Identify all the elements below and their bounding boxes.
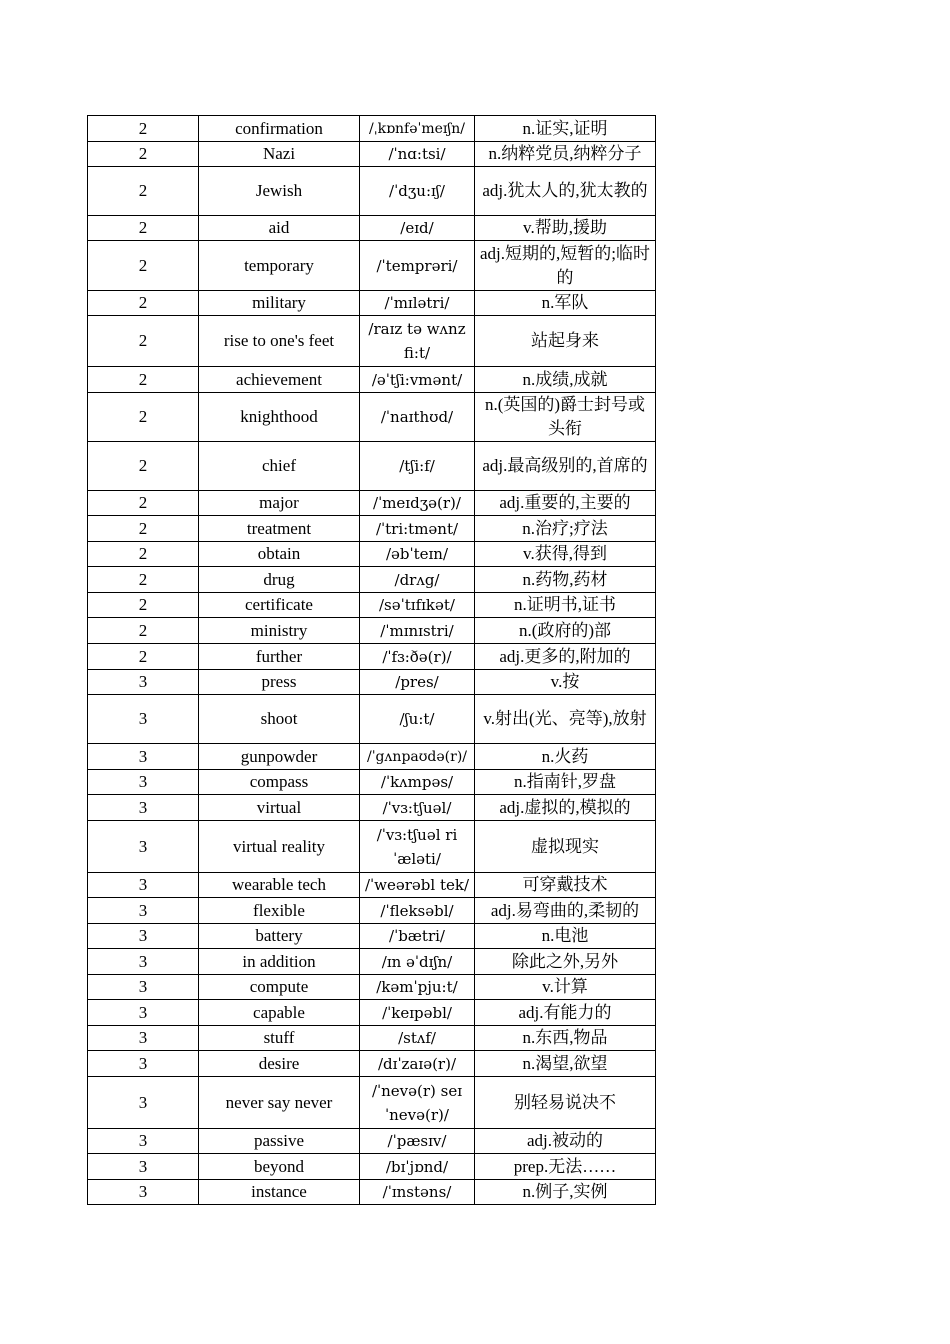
- table-row: [88, 393, 656, 442]
- table-row: [88, 975, 656, 1000]
- meaning-cell: adj.最高级别的,首席的: [475, 442, 656, 491]
- unit-cell: 3: [88, 770, 199, 795]
- word-cell: capable: [199, 1000, 360, 1026]
- meaning-cell: n.电池: [475, 924, 656, 949]
- unit-cell: 2: [88, 241, 199, 291]
- meaning-cell: adj.易弯曲的,柔韧的: [475, 898, 656, 924]
- meaning-cell: 除此之外,另外: [475, 949, 656, 975]
- unit-cell: 2: [88, 644, 199, 670]
- meaning-cell: adj.重要的,主要的: [475, 491, 656, 516]
- unit-cell: 2: [88, 567, 199, 593]
- word-cell: further: [199, 644, 360, 670]
- unit-cell: 3: [88, 949, 199, 975]
- word-cell: rise to one's feet: [199, 316, 360, 367]
- meaning-cell: n.证实,证明: [475, 116, 656, 142]
- unit-cell: 2: [88, 618, 199, 644]
- table-row: [88, 695, 656, 744]
- word-cell: Jewish: [199, 167, 360, 216]
- phonetic-cell: /ɪn əˈdɪʃn/: [360, 949, 475, 975]
- phonetic-cell: /eɪd/: [360, 216, 475, 241]
- table-row: [88, 618, 656, 644]
- table-row: [88, 873, 656, 898]
- table-row: [88, 593, 656, 618]
- phonetic-cell: /bɪˈjɒnd/: [360, 1154, 475, 1180]
- meaning-cell: n.纳粹党员,纳粹分子: [475, 142, 656, 167]
- table-row: [88, 567, 656, 593]
- phonetic-cell: /dɪˈzaɪə(r)/: [360, 1051, 475, 1077]
- meaning-cell: n.成绩,成就: [475, 367, 656, 393]
- phonetic-cell: /ˈpæsɪv/: [360, 1129, 475, 1154]
- unit-cell: 2: [88, 393, 199, 442]
- meaning-cell: n.指南针,罗盘: [475, 770, 656, 795]
- unit-cell: 2: [88, 491, 199, 516]
- phonetic-cell: /ˈnɑ:tsi/: [360, 142, 475, 167]
- meaning-cell: 别轻易说决不: [475, 1077, 656, 1129]
- meaning-cell: adj.有能力的: [475, 1000, 656, 1026]
- word-cell: battery: [199, 924, 360, 949]
- unit-cell: 2: [88, 116, 199, 142]
- unit-cell: 3: [88, 695, 199, 744]
- phonetic-cell: /ˈnaɪthʊd/: [360, 393, 475, 442]
- phonetic-cell: /raɪz tə wʌnz fi:t/: [360, 316, 475, 367]
- word-cell: press: [199, 670, 360, 695]
- table-row: [88, 744, 656, 770]
- table-row: [88, 491, 656, 516]
- phonetic-cell: /səˈtɪfɪkət/: [360, 593, 475, 618]
- meaning-cell: v.计算: [475, 975, 656, 1000]
- meaning-cell: n.(政府的)部: [475, 618, 656, 644]
- phonetic-cell: /stʌf/: [360, 1026, 475, 1051]
- table-row: [88, 821, 656, 873]
- meaning-cell: n.火药: [475, 744, 656, 770]
- table-row: [88, 291, 656, 316]
- word-cell: ministry: [199, 618, 360, 644]
- meaning-cell: adj.更多的,附加的: [475, 644, 656, 670]
- table-row: [88, 542, 656, 567]
- phonetic-cell: /ˈnevə(r) seɪ ˈnevə(r)/: [360, 1077, 475, 1129]
- phonetic-cell: /ˈfɜ:ðə(r)/: [360, 644, 475, 670]
- table-row: [88, 644, 656, 670]
- meaning-cell: 站起身来: [475, 316, 656, 367]
- meaning-cell: adj.短期的,短暂的;临时的: [475, 241, 656, 291]
- table-row: [88, 770, 656, 795]
- table-row: [88, 1026, 656, 1051]
- meaning-cell: n.军队: [475, 291, 656, 316]
- unit-cell: 3: [88, 1077, 199, 1129]
- unit-cell: 3: [88, 1051, 199, 1077]
- meaning-cell: n.药物,药材: [475, 567, 656, 593]
- table-row: [88, 316, 656, 367]
- meaning-cell: 可穿戴技术: [475, 873, 656, 898]
- phonetic-cell: /ˈmɪlətri/: [360, 291, 475, 316]
- unit-cell: 2: [88, 367, 199, 393]
- table-row: [88, 924, 656, 949]
- table-row: [88, 241, 656, 291]
- table-row: [88, 516, 656, 542]
- unit-cell: 2: [88, 142, 199, 167]
- phonetic-cell: /ˈweərəbl tek/: [360, 873, 475, 898]
- unit-cell: 3: [88, 1129, 199, 1154]
- word-cell: treatment: [199, 516, 360, 542]
- word-cell: virtual: [199, 795, 360, 821]
- unit-cell: 3: [88, 898, 199, 924]
- phonetic-cell: /ˈkʌmpəs/: [360, 770, 475, 795]
- vocabulary-table: [87, 115, 656, 1205]
- word-cell: flexible: [199, 898, 360, 924]
- table-row: [88, 670, 656, 695]
- unit-cell: 3: [88, 1000, 199, 1026]
- word-cell: beyond: [199, 1154, 360, 1180]
- unit-cell: 3: [88, 975, 199, 1000]
- phonetic-cell: /ˈfleksəbl/: [360, 898, 475, 924]
- unit-cell: 2: [88, 442, 199, 491]
- word-cell: chief: [199, 442, 360, 491]
- meaning-cell: n.东西,物品: [475, 1026, 656, 1051]
- unit-cell: 2: [88, 216, 199, 241]
- table-row: [88, 1051, 656, 1077]
- unit-cell: 2: [88, 542, 199, 567]
- table-row: [88, 367, 656, 393]
- unit-cell: 3: [88, 1180, 199, 1205]
- unit-cell: 2: [88, 291, 199, 316]
- unit-cell: 3: [88, 1026, 199, 1051]
- meaning-cell: adj.虚拟的,模拟的: [475, 795, 656, 821]
- unit-cell: 2: [88, 167, 199, 216]
- unit-cell: 3: [88, 744, 199, 770]
- phonetic-cell: /ʃu:t/: [360, 695, 475, 744]
- table-row: [88, 116, 656, 142]
- table-row: [88, 795, 656, 821]
- word-cell: passive: [199, 1129, 360, 1154]
- table-row: [88, 1129, 656, 1154]
- word-cell: never say never: [199, 1077, 360, 1129]
- phonetic-cell: /ˈɪnstəns/: [360, 1180, 475, 1205]
- unit-cell: 3: [88, 821, 199, 873]
- word-cell: achievement: [199, 367, 360, 393]
- meaning-cell: adj.被动的: [475, 1129, 656, 1154]
- meaning-cell: v.帮助,援助: [475, 216, 656, 241]
- table-row: [88, 442, 656, 491]
- word-cell: certificate: [199, 593, 360, 618]
- phonetic-cell: /əbˈteɪn/: [360, 542, 475, 567]
- word-cell: major: [199, 491, 360, 516]
- unit-cell: 2: [88, 316, 199, 367]
- word-cell: shoot: [199, 695, 360, 744]
- phonetic-cell: /ˈgʌnpaʊdə(r)/: [360, 744, 475, 770]
- word-cell: wearable tech: [199, 873, 360, 898]
- phonetic-cell: /ˈmɪnɪstri/: [360, 618, 475, 644]
- word-cell: military: [199, 291, 360, 316]
- word-cell: aid: [199, 216, 360, 241]
- vocabulary-sheet: [87, 115, 656, 1205]
- meaning-cell: v.获得,得到: [475, 542, 656, 567]
- word-cell: Nazi: [199, 142, 360, 167]
- phonetic-cell: /ˈmeɪdʒə(r)/: [360, 491, 475, 516]
- word-cell: instance: [199, 1180, 360, 1205]
- meaning-cell: adj.犹太人的,犹太教的: [475, 167, 656, 216]
- phonetic-cell: /ˈdʒu:ɪʃ/: [360, 167, 475, 216]
- meaning-cell: 虚拟现实: [475, 821, 656, 873]
- phonetic-cell: /ˈtri:tmənt/: [360, 516, 475, 542]
- word-cell: obtain: [199, 542, 360, 567]
- word-cell: in addition: [199, 949, 360, 975]
- meaning-cell: n.治疗;疗法: [475, 516, 656, 542]
- phonetic-cell: /ˈvɜ:tʃuəl riˈæləti/: [360, 821, 475, 873]
- table-row: [88, 1180, 656, 1205]
- word-cell: temporary: [199, 241, 360, 291]
- word-cell: stuff: [199, 1026, 360, 1051]
- phonetic-cell: /kəmˈpju:t/: [360, 975, 475, 1000]
- table-row: [88, 142, 656, 167]
- meaning-cell: n.渴望,欲望: [475, 1051, 656, 1077]
- word-cell: confirmation: [199, 116, 360, 142]
- word-cell: knighthood: [199, 393, 360, 442]
- unit-cell: 3: [88, 924, 199, 949]
- word-cell: gunpowder: [199, 744, 360, 770]
- phonetic-cell: /pres/: [360, 670, 475, 695]
- table-row: [88, 1077, 656, 1129]
- phonetic-cell: /əˈtʃi:vmənt/: [360, 367, 475, 393]
- table-row: [88, 1000, 656, 1026]
- phonetic-cell: /ˈkeɪpəbl/: [360, 1000, 475, 1026]
- meaning-cell: v.按: [475, 670, 656, 695]
- table-row: [88, 1154, 656, 1180]
- table-row: [88, 216, 656, 241]
- word-cell: drug: [199, 567, 360, 593]
- unit-cell: 2: [88, 516, 199, 542]
- unit-cell: 3: [88, 795, 199, 821]
- meaning-cell: n.例子,实例: [475, 1180, 656, 1205]
- phonetic-cell: /ˈvɜ:tʃuəl/: [360, 795, 475, 821]
- meaning-cell: n.(英国的)爵士封号或头衔: [475, 393, 656, 442]
- phonetic-cell: /tʃi:f/: [360, 442, 475, 491]
- word-cell: desire: [199, 1051, 360, 1077]
- phonetic-cell: /drʌg/: [360, 567, 475, 593]
- vocabulary-table-body: [88, 116, 656, 1205]
- phonetic-cell: /ˌkɒnfəˈmeɪʃn/: [360, 116, 475, 142]
- phonetic-cell: /ˈbætri/: [360, 924, 475, 949]
- phonetic-cell: /ˈtemprəri/: [360, 241, 475, 291]
- word-cell: compute: [199, 975, 360, 1000]
- table-row: [88, 949, 656, 975]
- meaning-cell: v.射出(光、亮等),放射: [475, 695, 656, 744]
- word-cell: compass: [199, 770, 360, 795]
- unit-cell: 2: [88, 593, 199, 618]
- table-row: [88, 898, 656, 924]
- unit-cell: 3: [88, 670, 199, 695]
- meaning-cell: n.证明书,证书: [475, 593, 656, 618]
- table-row: [88, 167, 656, 216]
- unit-cell: 3: [88, 1154, 199, 1180]
- unit-cell: 3: [88, 873, 199, 898]
- word-cell: virtual reality: [199, 821, 360, 873]
- meaning-cell: prep.无法……: [475, 1154, 656, 1180]
